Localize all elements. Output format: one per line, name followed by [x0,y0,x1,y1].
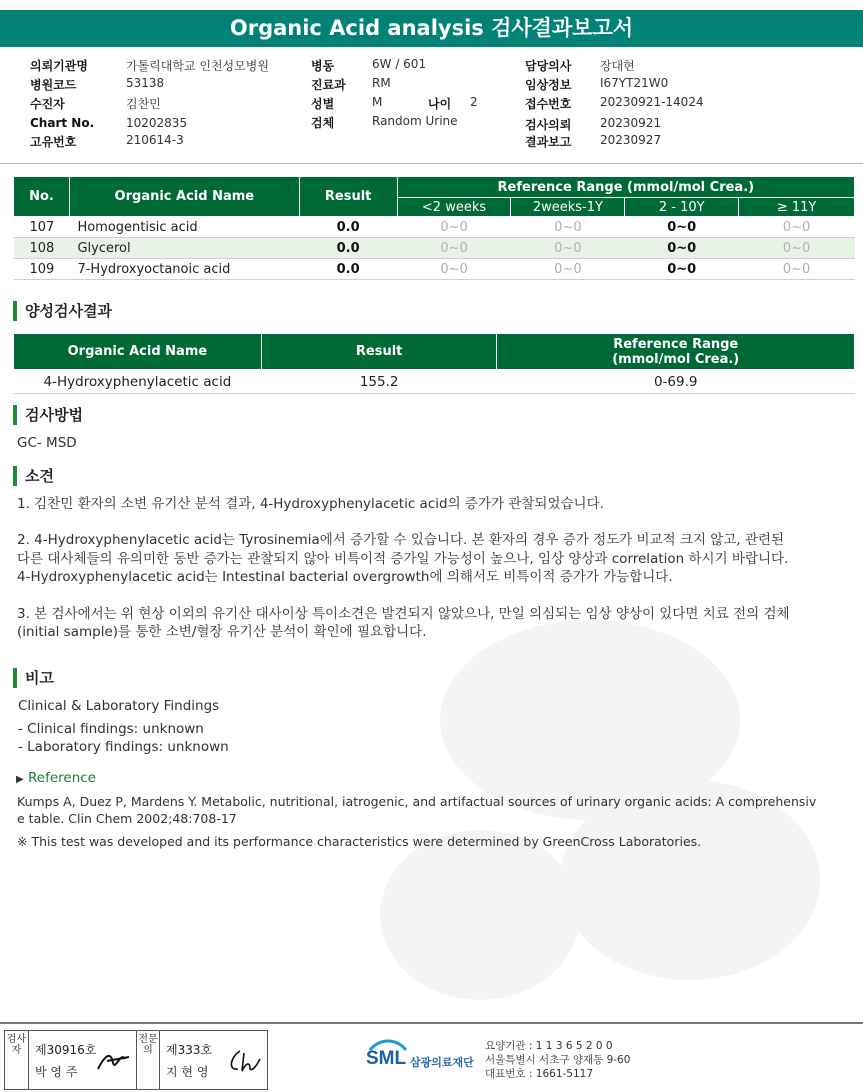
reviewer-cell [160,1031,268,1089]
positive-ref: 0-69.9 [497,370,855,394]
finding-line: 1. 김찬민 환자의 소변 유기산 분석 결과, 4-Hydroxyphenylacetic acid의 증가가 관찰되었습니다. [17,496,604,512]
reviewer-no: 제333호 [166,1043,213,1057]
row-ref: 0~0 [511,217,625,238]
ref-header-line1: Reference Range [613,336,739,352]
report-title: Organic Acid analysis 검사결과보고서 [0,10,863,47]
logo-text: SML [366,1048,407,1069]
examiner-no: 제30916호 [35,1043,97,1057]
finding-line: 2. 4-Hydroxyphenylacetic acid는 Tyrosinemia에서 증가할 수 있습니다. 본 환자의 경우 증가 정도가 비교적 크지 않고, 관련된 [17,532,785,548]
org-name: 삼광의료재단 [410,1056,474,1069]
signature-box [4,1030,268,1090]
method-text: GC- MSD [17,435,77,451]
info-value: 210614-3 [126,133,184,147]
info-value: 가톨릭대학교 인천성모병원 [126,59,269,73]
info-label: 의뢰기관명 [30,59,88,73]
examiner-label: 검사자 [5,1031,29,1089]
col-header-name: Organic Acid Name [69,177,299,217]
info-label: 접수번호 [525,97,572,111]
finding-line: 다른 대사체들의 유의미한 동반 증가는 관찰되지 않아 비특이적 증가일 가능성이 높으나, 임상 양상과 correlation 하시기 바랍니다. [17,551,789,567]
row-ref: 0~0 [625,238,739,259]
watermark-shape [380,830,580,1000]
row-result: 0.0 [299,259,397,280]
info-label: 진료과 [311,78,346,92]
row-name: Homogentisic acid [69,217,299,238]
info-value: Random Urine [372,114,458,128]
info-label: 검체 [311,116,335,130]
info-value: I67YT21W0 [600,76,669,90]
col-header-name: Organic Acid Name [14,334,262,370]
info-value: 김찬민 [126,97,161,111]
info-label: 나이 [428,97,452,111]
info-value: RM [372,76,391,90]
section-heading-findings: 소견 [13,466,54,486]
watermark-shape [560,780,820,980]
info-value: 20230927 [600,133,662,147]
row-no: 109 [14,259,70,280]
col-header-result: Result [261,334,497,370]
ref-header-line2: (mmol/mol Crea.) [612,351,740,367]
info-value: 20230921 [600,116,662,130]
remarks-line: - Clinical findings: unknown [18,721,204,737]
row-ref: 0~0 [397,238,511,259]
reviewer-name: 지 현 영 [166,1065,209,1079]
finding-line: (initial sample)를 통한 소변/혈장 유기산 분석이 확인에 필요합니다. [17,624,427,640]
info-value: M [372,95,383,109]
col-header-result: Result [299,177,397,217]
footer [0,1022,863,1092]
reviewer-label: 전문의 [136,1031,160,1089]
divider [0,163,863,164]
org-line: 서울특별시 서초구 양재동 9-60 [485,1054,631,1066]
info-value: 6W / 601 [372,57,427,71]
remarks-line: Clinical & Laboratory Findings [18,698,220,714]
patient-info [0,57,863,157]
row-result: 0.0 [299,217,397,238]
sml-logo [366,1038,476,1078]
table-row [14,370,855,394]
info-label: 수진자 [30,97,65,111]
info-label: 병동 [311,59,335,73]
positive-result: 155.2 [261,370,497,394]
row-no: 108 [14,238,70,259]
col-header-ref-3: 2 - 10Y [625,198,739,217]
section-heading-method: 검사방법 [13,405,83,425]
section-heading-remarks: 비고 [13,668,54,688]
positive-table [13,333,855,394]
info-label: 성별 [311,97,335,111]
info-value: 2 [470,95,478,109]
org-line: 대표번호 : 1661-5117 [485,1068,594,1080]
info-label: 담당의사 [525,59,572,73]
col-header-no: No. [14,177,70,217]
table-row [14,238,855,259]
results-table [13,176,855,280]
finding-line: 4-Hydroxyphenylacetic acid는 Intestinal bacterial overgrowth에 의해서도 비특이적 증가가 가능합니다. [17,569,673,585]
reference-heading [16,768,96,790]
row-name: 7-Hydroxyoctanoic acid [69,259,299,280]
reference-line: Kumps A, Duez P, Mardens Y. Metabolic, nutritional, iatrogenic, and artifactual sources of urinary organic acids: A comprehensiv [17,794,817,809]
table-row [14,259,855,280]
col-header-ref [497,334,855,370]
reference-line: e table. Clin Chem 2002;48:708-17 [17,811,237,826]
reviewer-signature [226,1045,266,1075]
info-label: 결과보고 [525,135,572,149]
examiner-signature [95,1045,135,1075]
remarks-line: - Laboratory findings: unknown [18,739,229,755]
row-ref: 0~0 [739,238,855,259]
row-ref: 0~0 [397,259,511,280]
row-ref: 0~0 [625,259,739,280]
row-ref: 0~0 [511,238,625,259]
info-value: 장대현 [600,59,635,73]
row-ref: 0~0 [625,217,739,238]
col-header-ref-2: 2weeks-1Y [511,198,625,217]
examiner-cell [29,1031,136,1089]
info-label: Chart No. [30,116,95,130]
section-heading-positive: 양성검사결과 [13,301,112,321]
col-header-ref-1: <2 weeks [397,198,511,217]
info-value: 20230921-14024 [600,95,704,109]
row-name: Glycerol [69,238,299,259]
row-ref: 0~0 [397,217,511,238]
info-value: 53138 [126,76,165,90]
finding-line: 3. 본 검사에서는 위 현상 이외의 유기산 대사이상 특이소견은 발견되지 않았으나, 만일 의심되는 임상 양상이 있다면 치료 전의 검체 [17,606,790,622]
row-result: 0.0 [299,238,397,259]
org-line: 요양기관 : 1 1 3 6 5 2 0 0 [485,1040,613,1052]
info-label: 임상정보 [525,78,572,92]
row-ref: 0~0 [739,217,855,238]
reference-note: ※ This test was developed and its performance characteristics were determined by GreenCross Laboratories. [17,834,702,849]
triangle-icon: ▶ [16,774,24,785]
col-header-ref: Reference Range (mmol/mol Crea.) [397,177,854,198]
row-no: 107 [14,217,70,238]
table-row [14,217,855,238]
info-label: 검사의뢰 [525,118,572,132]
row-ref: 0~0 [739,259,855,280]
info-label: 고유번호 [30,135,77,149]
info-label: 병원코드 [30,78,77,92]
reference-heading-text: Reference [28,770,96,786]
col-header-ref-4: ≥ 11Y [739,198,855,217]
row-ref: 0~0 [511,259,625,280]
info-value: 10202835 [126,116,188,130]
positive-name: 4-Hydroxyphenylacetic acid [14,370,262,394]
examiner-name: 박 영 주 [35,1065,78,1079]
